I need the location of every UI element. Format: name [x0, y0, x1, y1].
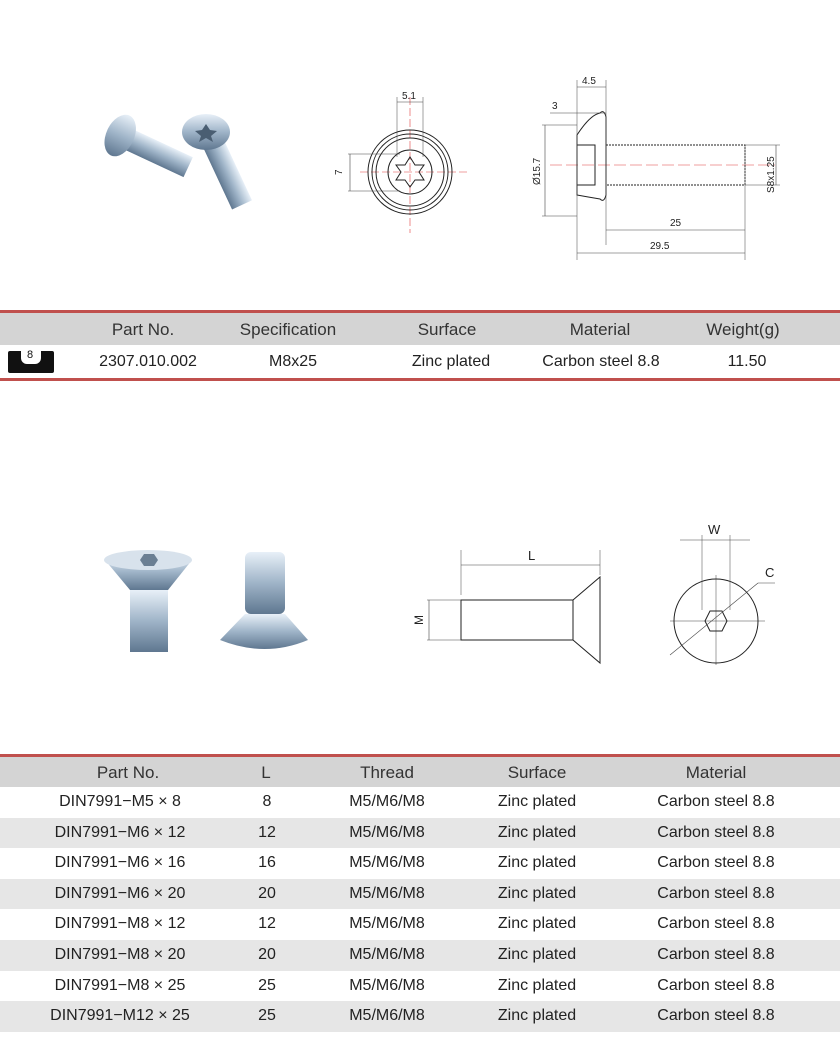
material: Carbon steel 8.8 — [657, 915, 775, 933]
countersunk-front-view-drawing — [650, 515, 790, 670]
table1-header — [0, 313, 840, 345]
thread: M5/M6/M8 — [349, 823, 425, 841]
torx-side-view-drawing — [530, 75, 790, 265]
length: 20 — [258, 884, 276, 902]
thread: M5/M6/M8 — [349, 793, 425, 810]
svg-text:W: W — [708, 522, 721, 537]
table-row — [0, 787, 840, 818]
svg-text:29.5: 29.5 — [650, 241, 670, 252]
part-no: DIN7991−M5 × 8 — [59, 793, 181, 810]
surface: Zinc plated — [497, 854, 577, 872]
thread: M5/M6/M8 — [349, 884, 425, 902]
svg-text:4.5: 4.5 — [582, 76, 596, 87]
thread: M5/M6/M8 — [349, 854, 425, 872]
material: Carbon steel 8.8 — [657, 884, 775, 902]
part-no: DIN7991−M6 × 12 — [54, 823, 186, 841]
length: 25 — [258, 976, 276, 994]
part-no: DIN7991−M8 × 20 — [54, 946, 186, 963]
weight: 11.50 — [727, 353, 767, 370]
specification: M8x25 — [268, 353, 318, 370]
material: Carbon steel 8.8 — [542, 353, 660, 370]
table-row — [0, 818, 840, 849]
svg-text:C: C — [765, 565, 775, 580]
svg-text:25: 25 — [670, 218, 682, 229]
part-no: DIN7991−M12 × 25 — [50, 1007, 190, 1025]
torx-bolt-photo — [70, 100, 270, 220]
material: Carbon steel 8.8 — [657, 823, 775, 841]
countersunk-screw-photo — [100, 540, 310, 665]
surface: Zinc plated — [497, 793, 577, 810]
table-row — [0, 909, 840, 940]
length: 16 — [258, 854, 276, 872]
table-row — [0, 940, 840, 971]
header-surface: Surface — [417, 320, 477, 339]
table-row — [0, 345, 840, 378]
countersunk-side-view-drawing — [405, 545, 610, 665]
table-row — [0, 879, 840, 910]
header-part-no: Part No. — [96, 763, 160, 782]
svg-text:3: 3 — [552, 101, 558, 112]
svg-text:M: M — [412, 615, 426, 625]
thread: M5/M6/M8 — [349, 946, 425, 963]
table1-bottom-rule — [0, 378, 840, 381]
svg-text:7: 7 — [334, 169, 345, 175]
surface: Zinc plated — [497, 884, 577, 902]
header-specification: Specification — [239, 320, 337, 339]
svg-text:5.1: 5.1 — [402, 91, 416, 102]
svg-text:S8x1.25: S8x1.25 — [766, 156, 777, 193]
header-thread: Thread — [360, 763, 414, 782]
length: 20 — [258, 946, 276, 963]
part-no: DIN7991−M8 × 12 — [54, 915, 186, 933]
header-part-no: Part No. — [111, 320, 175, 339]
part-no: 2307.010.002 — [99, 353, 197, 370]
svg-text:L: L — [528, 548, 536, 563]
torx-front-view-drawing — [330, 85, 480, 235]
slot-8-profile-icon: 8 — [8, 351, 54, 373]
surface: Zinc plated — [497, 915, 577, 933]
header-weight: Weight(g) — [706, 320, 780, 339]
surface: Zinc plated — [497, 1007, 577, 1025]
table-row — [0, 848, 840, 879]
table2-header — [0, 757, 840, 787]
material: Carbon steel 8.8 — [657, 946, 775, 963]
part-no: DIN7991−M6 × 16 — [54, 854, 186, 872]
material: Carbon steel 8.8 — [657, 976, 775, 994]
header-surface: Surface — [507, 763, 567, 782]
thread: M5/M6/M8 — [349, 976, 425, 994]
material: Carbon steel 8.8 — [657, 1007, 775, 1025]
part-no: DIN7991−M6 × 20 — [54, 884, 186, 902]
svg-text:Ø15.7: Ø15.7 — [532, 157, 543, 185]
thread: M5/M6/M8 — [349, 1007, 425, 1025]
header-material: Material — [569, 320, 631, 339]
surface: Zinc plated — [411, 353, 491, 370]
header-l: L — [261, 763, 271, 782]
thread: M5/M6/M8 — [349, 915, 425, 933]
length: 8 — [262, 793, 272, 810]
part-no: DIN7991−M8 × 25 — [54, 976, 186, 994]
surface: Zinc plated — [497, 946, 577, 963]
length: 12 — [258, 915, 276, 933]
table-row — [0, 971, 840, 1002]
material: Carbon steel 8.8 — [657, 854, 775, 872]
table-row — [0, 1001, 840, 1032]
header-material: Material — [685, 763, 747, 782]
length: 25 — [258, 1007, 276, 1025]
surface: Zinc plated — [497, 976, 577, 994]
length: 12 — [258, 823, 276, 841]
material: Carbon steel 8.8 — [657, 793, 775, 810]
surface: Zinc plated — [497, 823, 577, 841]
